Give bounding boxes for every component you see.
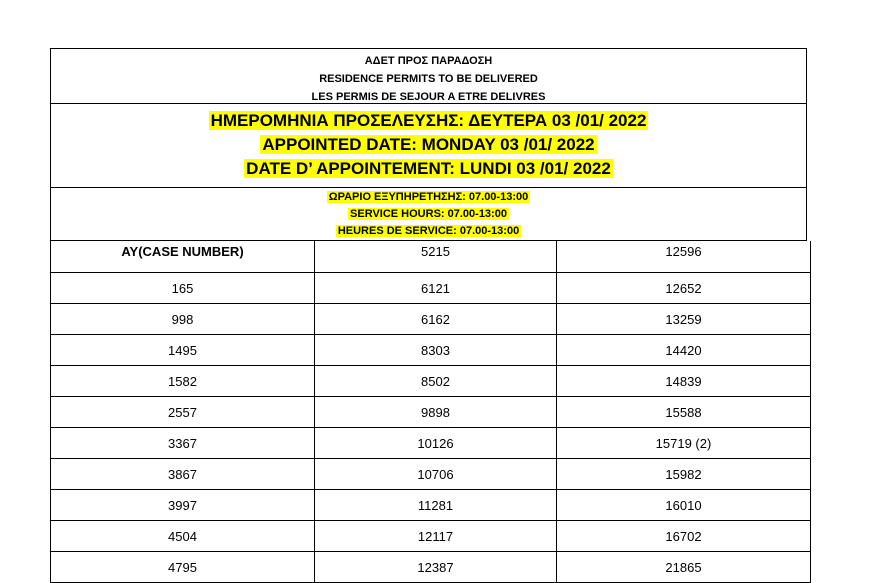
case-number-cell: 10126: [315, 428, 557, 459]
case-number-cell: 8502: [315, 366, 557, 397]
case-number-cell: 16702: [557, 521, 811, 552]
case-number-table: [50, 241, 811, 583]
case-number-cell: 14839: [557, 366, 811, 397]
appointment-date-block: [50, 103, 807, 187]
case-number-cell: 5215: [315, 241, 557, 273]
service-hours-french: HEURES DE SERVICE: 07.00-13:00: [337, 225, 520, 237]
case-number-cell: 2557: [51, 397, 315, 428]
header-block: [50, 48, 807, 103]
table-row: [51, 552, 811, 583]
case-number-cell: 4504: [51, 521, 315, 552]
case-number-cell: 10706: [315, 459, 557, 490]
case-number-cell: 1582: [51, 366, 315, 397]
appointment-date-english: APPOINTED DATE: MONDAY 03 /01/ 2022: [262, 135, 595, 154]
case-number-cell: 13259: [557, 304, 811, 335]
table-row: [51, 397, 811, 428]
case-number-cell: 3367: [51, 428, 315, 459]
case-number-cell: 1495: [51, 335, 315, 366]
case-number-cell: 16010: [557, 490, 811, 521]
case-number-cell: 14420: [557, 335, 811, 366]
document: [50, 48, 807, 583]
case-number-cell: 9898: [315, 397, 557, 428]
case-number-header: AY(CASE NUMBER): [51, 241, 315, 273]
case-number-cell: 12652: [557, 273, 811, 304]
table-row: [51, 273, 811, 304]
header-title-english: RESIDENCE PERMITS TO BE DELIVERED: [319, 73, 538, 85]
header-title-french: LES PERMIS DE SEJOUR A ETRE DELIVRES: [311, 91, 546, 103]
appointment-date-french: DATE D’ APPOINTEMENT: LUNDI 03 /01/ 2022: [246, 159, 611, 178]
case-number-cell: 6121: [315, 273, 557, 304]
table-row: [51, 335, 811, 366]
case-number-cell: 12596: [557, 241, 811, 273]
case-number-cell: 15982: [557, 459, 811, 490]
case-number-cell: 4795: [51, 552, 315, 583]
case-number-cell: 12387: [315, 552, 557, 583]
table-row: [51, 459, 811, 490]
service-hours-greek: ΩΡΑΡΙΟ ΕΞΥΠΗΡΕΤΗΣΗΣ: 07.00-13:00: [328, 191, 529, 203]
case-number-cell: 12117: [315, 521, 557, 552]
case-number-cell: 998: [51, 304, 315, 335]
case-number-cell: 15719 (2): [557, 428, 811, 459]
table-row: [51, 366, 811, 397]
table-row: [51, 241, 811, 273]
table-row: [51, 428, 811, 459]
service-hours-english: SERVICE HOURS: 07.00-13:00: [350, 208, 507, 220]
case-number-cell: 11281: [315, 490, 557, 521]
case-number-cell: 8303: [315, 335, 557, 366]
case-number-cell: 3997: [51, 490, 315, 521]
case-number-cell: 6162: [315, 304, 557, 335]
table-row: [51, 521, 811, 552]
case-number-cell: 165: [51, 273, 315, 304]
header-title-greek: ΑΔΕΤ ΠΡΟΣ ΠΑΡΑΔΟΣΗ: [364, 55, 493, 67]
case-number-cell: 15588: [557, 397, 811, 428]
case-number-cell: 3867: [51, 459, 315, 490]
service-hours-block: [50, 187, 807, 241]
appointment-date-greek: ΗΜΕΡΟΜΗΝΙΑ ΠΡΟΣΕΛΕΥΣΗΣ: ΔΕΥΤΕΡΑ 03 /01/ 2022: [210, 111, 647, 130]
case-number-cell: 21865: [557, 552, 811, 583]
table-row: [51, 304, 811, 335]
table-row: [51, 490, 811, 521]
